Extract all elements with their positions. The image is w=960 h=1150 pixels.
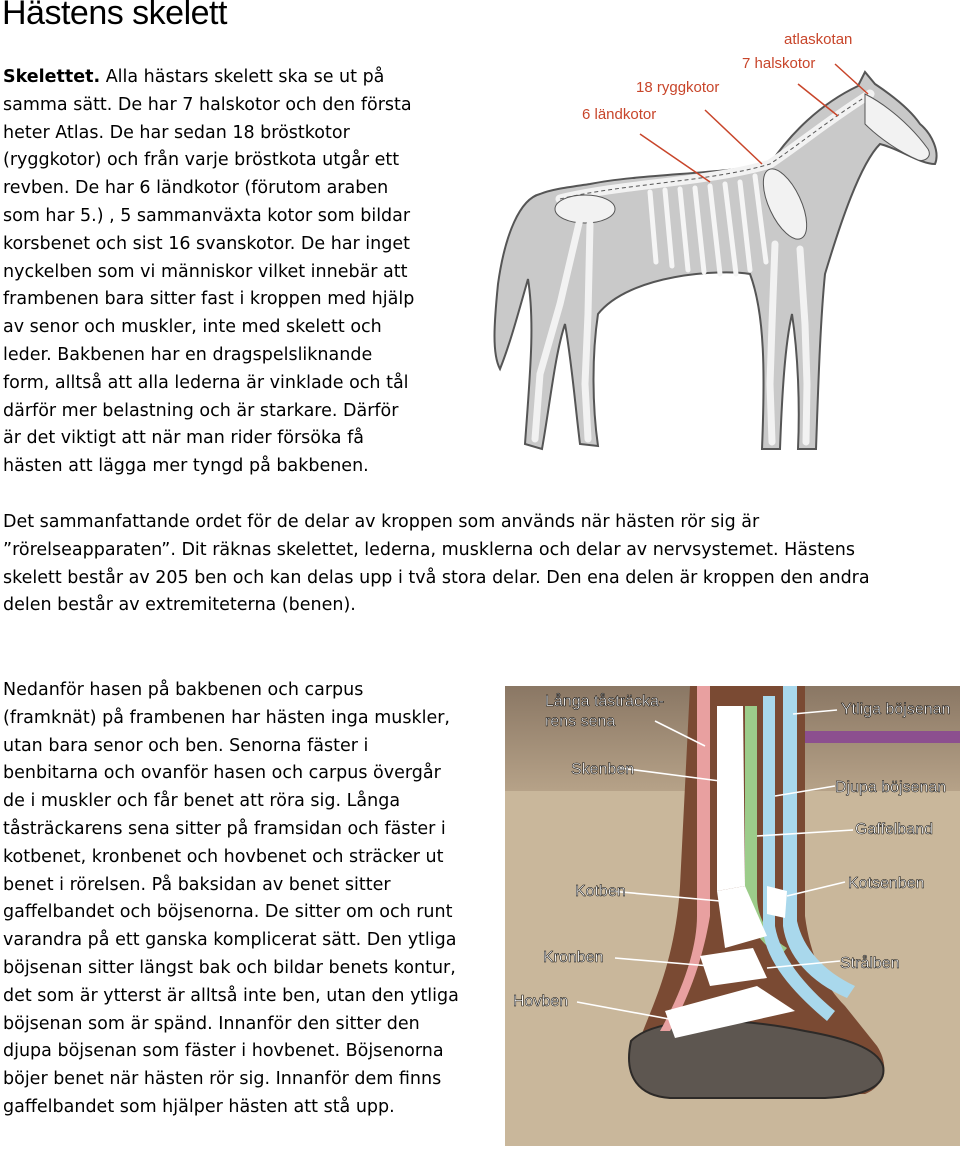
paragraph-line: skelett består av 205 ben och kan delas upp i två stora delar. Den ena delen är kroppen den andra bbox=[3, 567, 870, 588]
label-skenben: Skenben bbox=[571, 761, 635, 778]
label-ytliga-bojsenan: Ytliga böjsenan bbox=[841, 701, 951, 718]
paragraph-line: böjsenan som är spänd. Innanför den sitter den bbox=[3, 1013, 420, 1034]
paragraph-line: av senor och muskler, inte med skelett och bbox=[3, 317, 382, 338]
paragraph-line: heter Atlas. De har sedan 18 bröstkotor bbox=[3, 122, 350, 143]
label-landkotor: 6 ländkotor bbox=[582, 106, 657, 123]
label-hovben: Hovben bbox=[513, 993, 569, 1010]
tendons-paragraph bbox=[3, 677, 493, 1122]
paragraph-line: form, alltså att alla lederna är vinklade och tål bbox=[3, 372, 409, 393]
sesamoid-bone bbox=[767, 886, 787, 918]
paragraph-line: benet i rörelsen. På baksidan av benet sitter bbox=[3, 874, 391, 895]
label-langa-tastrackare-1: Långa tåsträcka- bbox=[545, 693, 665, 710]
paragraph-line: hästen att lägga mer tyngd på bakbenen. bbox=[3, 456, 369, 477]
paragraph-line: ”rörelseapparaten”. Dit räknas skelettet, lederna, musklerna och delar av nervsystemet. Hästens bbox=[3, 539, 855, 560]
label-kotben: Kotben bbox=[575, 883, 626, 900]
photo-wall-band bbox=[785, 731, 960, 743]
paragraph-line: utan bara senor och ben. Senorna fäster i bbox=[3, 735, 369, 756]
paragraph-line: (framknät) på frambenen har hästen inga muskler, bbox=[3, 707, 450, 728]
paragraph-line-rest: Alla hästars skelett ska se ut på bbox=[100, 67, 385, 87]
paragraph-line: därför mer belastning och är starkare. Därför bbox=[3, 400, 399, 421]
paragraph-line: frambenen bara sitter fast i kroppen med hjälp bbox=[3, 289, 415, 310]
paragraph-line: revben. De har 6 ländkotor (förutom araben bbox=[3, 178, 389, 199]
horse-skeleton-figure bbox=[480, 24, 960, 464]
paragraph-line: som har 5.) , 5 sammanväxta kotor som bildar bbox=[3, 205, 411, 226]
label-gaffelband: Gaffelband bbox=[855, 821, 933, 838]
skeleton-paragraph bbox=[3, 64, 473, 481]
paragraph-line: tåsträckarens sena sitter på framsidan och fäster i bbox=[3, 818, 446, 839]
label-atlaskotan: atlaskotan bbox=[784, 31, 853, 48]
paragraph-line: gaffelbandet som hjälper hästen att stå upp. bbox=[3, 1096, 395, 1117]
lead-heading: Skelettet. bbox=[3, 67, 101, 87]
paragraph-line: böjsenan sitter längst bak och bildar benets kontur, bbox=[3, 957, 456, 978]
paragraph-line: kotbenet, kronbenet och hovbenet och sträcker ut bbox=[3, 846, 444, 867]
label-ryggkotor: 18 ryggkotor bbox=[636, 79, 720, 96]
paragraph-line: är det viktigt att när man rider försöka få bbox=[3, 428, 364, 449]
pelvis-bone bbox=[555, 195, 615, 223]
page-title: Hästens skelett bbox=[2, 0, 227, 32]
paragraph-line: nyckelben som vi människor vilket innebär att bbox=[3, 261, 408, 282]
label-langa-tastrackare-2: rens sena bbox=[545, 713, 616, 730]
paragraph-line: benbitarna och ovanför hasen och carpus övergår bbox=[3, 763, 441, 784]
paragraph-line: (ryggkotor) och från varje bröstkota utgår ett bbox=[3, 150, 400, 171]
label-kronben: Kronben bbox=[543, 949, 604, 966]
label-kotsenben: Kotsenben bbox=[848, 875, 925, 892]
paragraph-line: Nedanför hasen på bakbenen och carpus bbox=[3, 680, 364, 700]
paragraph-line: böjer benet när hästen rör sig. Innanför dem finns bbox=[3, 1069, 442, 1090]
paragraph-line: korsbenet och sist 16 svanskotor. De har inget bbox=[3, 233, 410, 254]
paragraph-line: varandra på ett ganska komplicerat sätt. Den ytliga bbox=[3, 930, 457, 951]
paragraph-line: det som är ytterst är alltså inte ben, utan den ytliga bbox=[3, 985, 459, 1006]
label-djupa-bojsenan: Djupa böjsenan bbox=[835, 779, 947, 796]
paragraph-line bbox=[3, 64, 473, 92]
cannon-bone bbox=[717, 706, 745, 891]
horse-leg-tendons-photo bbox=[505, 686, 960, 1146]
paragraph-line: gaffelbandet och böjsenorna. De sitter om och runt bbox=[3, 902, 453, 923]
paragraph-line: samma sätt. De har 7 halskotor och den första bbox=[3, 94, 412, 115]
paragraph-line: djupa böjsenan som fäster i hovbenet. Böjsenorna bbox=[3, 1041, 444, 1062]
locomotion-paragraph bbox=[3, 509, 953, 620]
label-stralben: Strålben bbox=[840, 955, 900, 972]
paragraph-line: Det sammanfattande ordet för de delar av kroppen som används när hästen rör sig är bbox=[3, 512, 760, 532]
label-halskotor: 7 halskotor bbox=[742, 55, 816, 72]
paragraph-line: delen består av extremiteterna (benen). bbox=[3, 595, 356, 616]
paragraph-line: de i muskler och får benet att röra sig. Långa bbox=[3, 791, 401, 812]
paragraph-line: leder. Bakbenen har en dragspelsliknande bbox=[3, 344, 373, 365]
